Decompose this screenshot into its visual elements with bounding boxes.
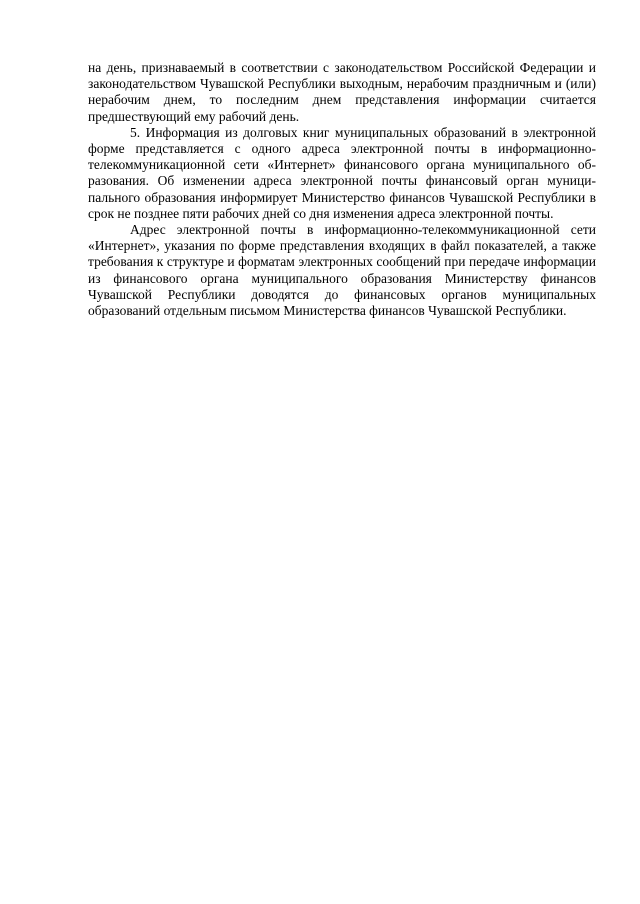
paragraph-deadline-continuation: на день, признаваемый в соответствии с законодательством Российской Федерации и законодательством Чувашской Республики выходным, нерабочим праздничным и (или) нерабочим днем, то последним днем представления информации считается предшествующий ему рабочий день. [88,60,596,124]
paragraph-item-5-email: 5. Информация из долговых книг муниципальных образований в электронной форме представляется с одного адреса электронной почты в информационно-телекоммуникационной сети «Интернет» финансового органа муниципального образования. Об изменении адреса электронной почты финансовый орган муниципального образования информирует Министерство финансов Чувашской Республики в срок не позднее пяти рабочих дней со дня изменения адреса электронной почты. [88,124,596,221]
paragraph-email-requirements: Адрес электронной почты в информационно-телекоммуникационной сети «Интернет», указания по форме представления входящих в файл показателей, а также требования к структуре и форматам электронных сообщений при передаче информации из финансового органа муниципального образования Министерству финансов Чувашской Республики доводятся до финансовых органов муниципальных образований отдельным письмом Министерства финансов Чувашской Республики. [88,222,596,319]
document-page [88,60,596,319]
